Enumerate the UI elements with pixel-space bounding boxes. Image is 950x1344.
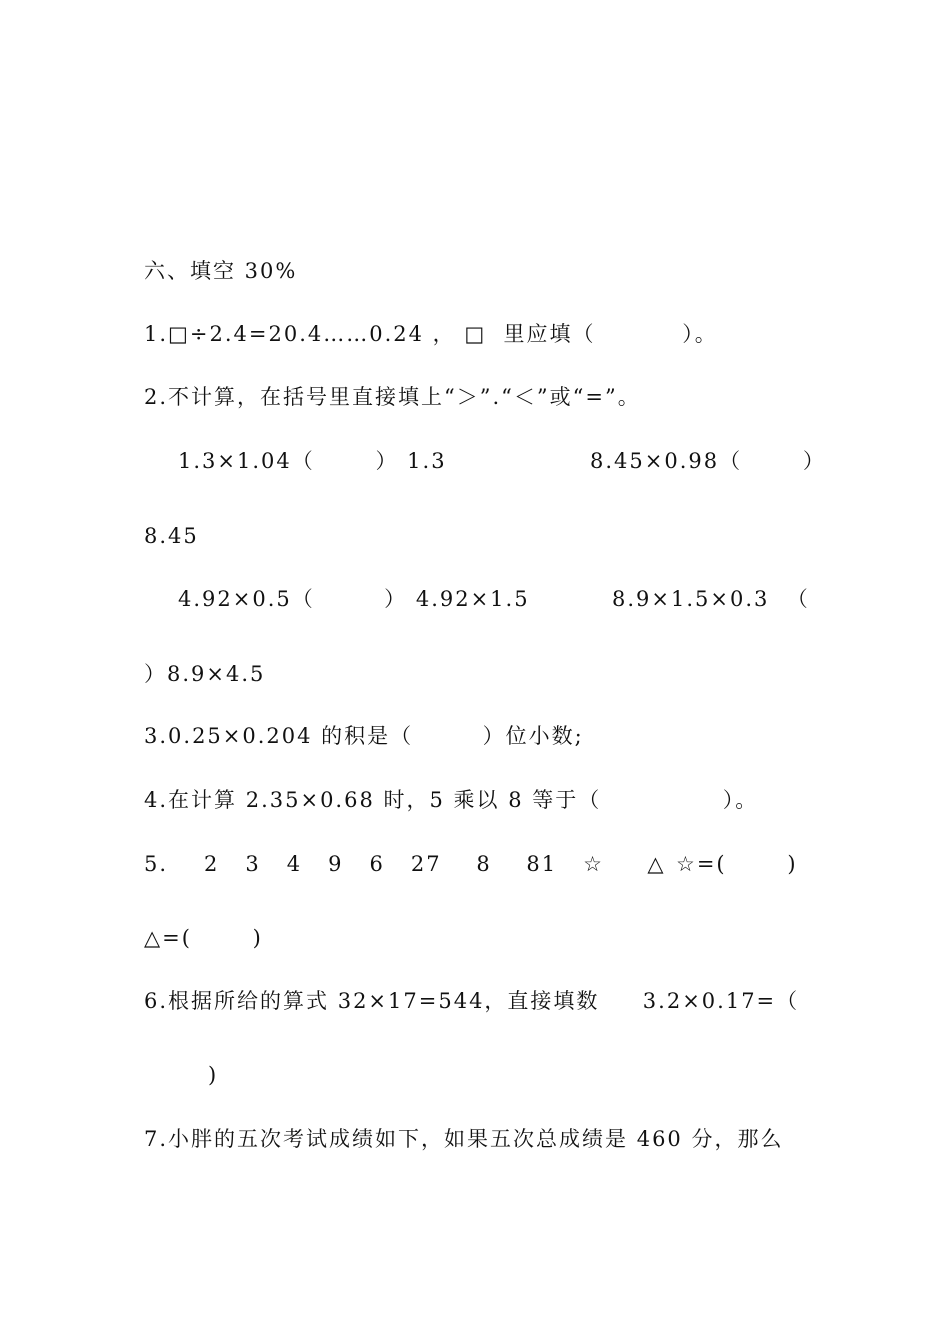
section-title: 六、填空 30% bbox=[144, 259, 298, 283]
question-2-row1-right: 8.45×0.98（ ） bbox=[590, 449, 826, 473]
question-5-star-answer: ☆=( ) bbox=[676, 852, 798, 876]
question-2-row2-left: 4.92×0.5（ ） 4.92×1.5 bbox=[178, 587, 530, 611]
question-5-triangle-answer: △=( ) bbox=[144, 926, 263, 950]
question-2-row2-wrap: ）8.9×4.5 bbox=[144, 662, 266, 686]
question-2-row1-left: 1.3×1.04（ ） 1.3 bbox=[178, 449, 447, 473]
question-6-wrap: ) bbox=[208, 1063, 219, 1087]
question-2-prompt: 2.不计算，在括号里直接填上“＞”.“＜”或“=”。 bbox=[144, 385, 641, 409]
question-7: 7.小胖的五次考试成绩如下，如果五次总成绩是 460 分，那么 bbox=[144, 1127, 784, 1151]
question-5-label: 5. bbox=[144, 852, 169, 876]
question-6: 6.根据所给的算式 32×17=544，直接填数 3.2×0.17=（ bbox=[144, 989, 800, 1013]
question-2-row2-right: 8.9×1.5×0.3 （ bbox=[612, 587, 810, 611]
question-4: 4.在计算 2.35×0.68 时，5 乘以 8 等于（ ）。 bbox=[144, 788, 759, 812]
question-1: 1.□÷2.4=20.4……0.24 ， □ 里应填（ ）。 bbox=[144, 322, 718, 346]
question-5-sequence: 2 3 4 9 6 27 8 81 ☆ △ bbox=[204, 852, 666, 876]
question-3: 3.0.25×0.204 的积是（ ）位小数; bbox=[144, 724, 584, 748]
question-2-row1-wrap: 8.45 bbox=[144, 524, 199, 548]
